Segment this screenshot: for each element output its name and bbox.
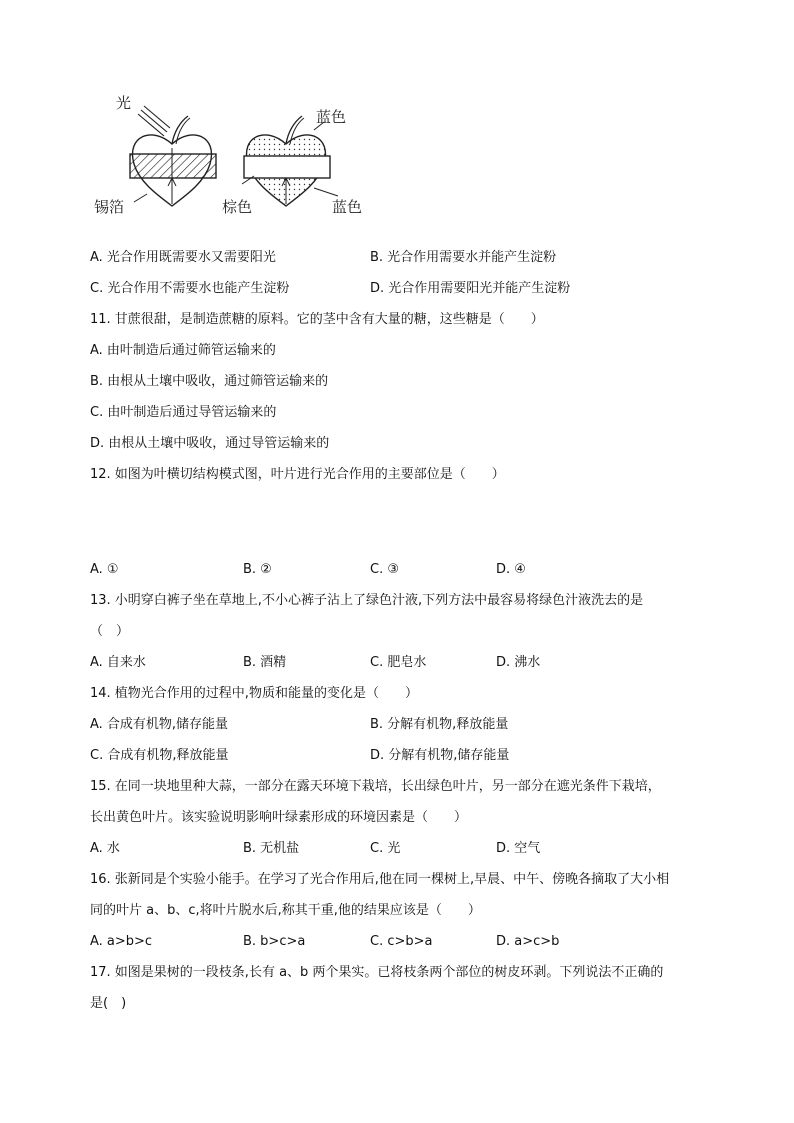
q16-option-a: A. a>b>c (90, 934, 153, 949)
label-blue-bottom: 蓝色 (332, 198, 363, 216)
label-brown: 棕色 (222, 198, 253, 216)
q13-option-b: B. 酒精 (243, 655, 287, 670)
q15-option-b: B. 无机盐 (243, 841, 300, 856)
leaf-2 (242, 116, 338, 206)
q17-stem-line2: 是( ) (90, 996, 127, 1011)
leaf-1 (130, 116, 216, 206)
q11-option-a: A. 由叶制造后通过筛管运输来的 (90, 343, 276, 358)
q13-option-d: D. 沸水 (496, 655, 541, 670)
q14-option-d: D. 分解有机物,储存能量 (370, 748, 510, 763)
q11-stem: 11. 甘蔗很甜，是制造蔗糖的原料。它的茎中含有大量的糖，这些糖是（ ） (90, 312, 544, 327)
q12-stem: 12. 如图为叶横切结构模式图，叶片进行光合作用的主要部位是（ ） (90, 467, 505, 482)
q14-option-a: A. 合成有机物,储存能量 (90, 717, 229, 732)
q13-stem-line2: （ ） (90, 624, 130, 639)
q11-option-c: C. 由叶制造后通过导管运输来的 (90, 405, 277, 420)
q14-option-b: B. 分解有机物,释放能量 (370, 717, 509, 732)
q14-option-c: C. 合成有机物,释放能量 (90, 748, 229, 763)
leaf-experiment-figure (92, 92, 392, 222)
q13-stem-line1: 13. 小明穿白裤子坐在草地上,不小心裤子沾上了绿色汁液,下列方法中最容易将绿色汁液洗去的是 (90, 593, 644, 608)
q17-stem-line1: 17. 如图是果树的一段枝条,长有 a、b 两个果实。已将枝条两个部位的树皮环剥。下列说法不正确的 (90, 965, 664, 980)
q16-stem-line1: 16. 张新同是个实验小能手。在学习了光合作用后,他在同一棵树上,早晨、中午、傍晚各摘取了大小相 (90, 872, 670, 887)
q16-stem-line2: 同的叶片 a、b、c,将叶片脱水后,称其干重,他的结果应该是（ ） (90, 903, 481, 918)
q13-option-a: A. 自来水 (90, 655, 146, 670)
q10-option-a: A. 光合作用既需要水又需要阳光 (90, 250, 276, 265)
q15-option-c: C. 光 (370, 841, 401, 856)
q15-option-d: D. 空气 (496, 841, 541, 856)
q15-option-a: A. 水 (90, 841, 120, 856)
q11-option-b: B. 由根从土壤中吸收，通过筛管运输来的 (90, 374, 329, 389)
q12-option-d: D. ④ (496, 562, 526, 577)
q14-stem: 14. 植物光合作用的过程中,物质和能量的变化是（ ） (90, 686, 418, 701)
q10-option-d: D. 光合作用需要阳光并能产生淀粉 (370, 281, 571, 296)
q12-option-c: C. ③ (370, 562, 399, 577)
q16-option-d: D. a>c>b (496, 934, 560, 949)
q11-option-d: D. 由根从土壤中吸收，通过导管运输来的 (90, 436, 330, 451)
q12-option-b: B. ② (243, 562, 272, 577)
q15-stem-line2: 长出黄色叶片。该实验说明影响叶绿素形成的环境因素是（ ） (90, 810, 468, 825)
q16-option-c: C. c>b>a (370, 934, 433, 949)
label-light: 光 (116, 94, 132, 112)
q13-option-c: C. 肥皂水 (370, 655, 427, 670)
label-blue-top: 蓝色 (316, 108, 347, 126)
q12-option-a: A. ① (90, 562, 119, 577)
label-foil: 锡箔 (94, 198, 125, 216)
light-rays (138, 106, 170, 136)
q16-option-b: B. b>c>a (243, 934, 306, 949)
q10-option-b: B. 光合作用需要水并能产生淀粉 (370, 250, 557, 265)
q15-stem-line1: 15. 在同一块地里种大蒜，一部分在露天环境下栽培，长出绿色叶片，另一部分在遮光条件下栽培， (90, 779, 661, 794)
q10-option-c: C. 光合作用不需要水也能产生淀粉 (90, 281, 290, 296)
